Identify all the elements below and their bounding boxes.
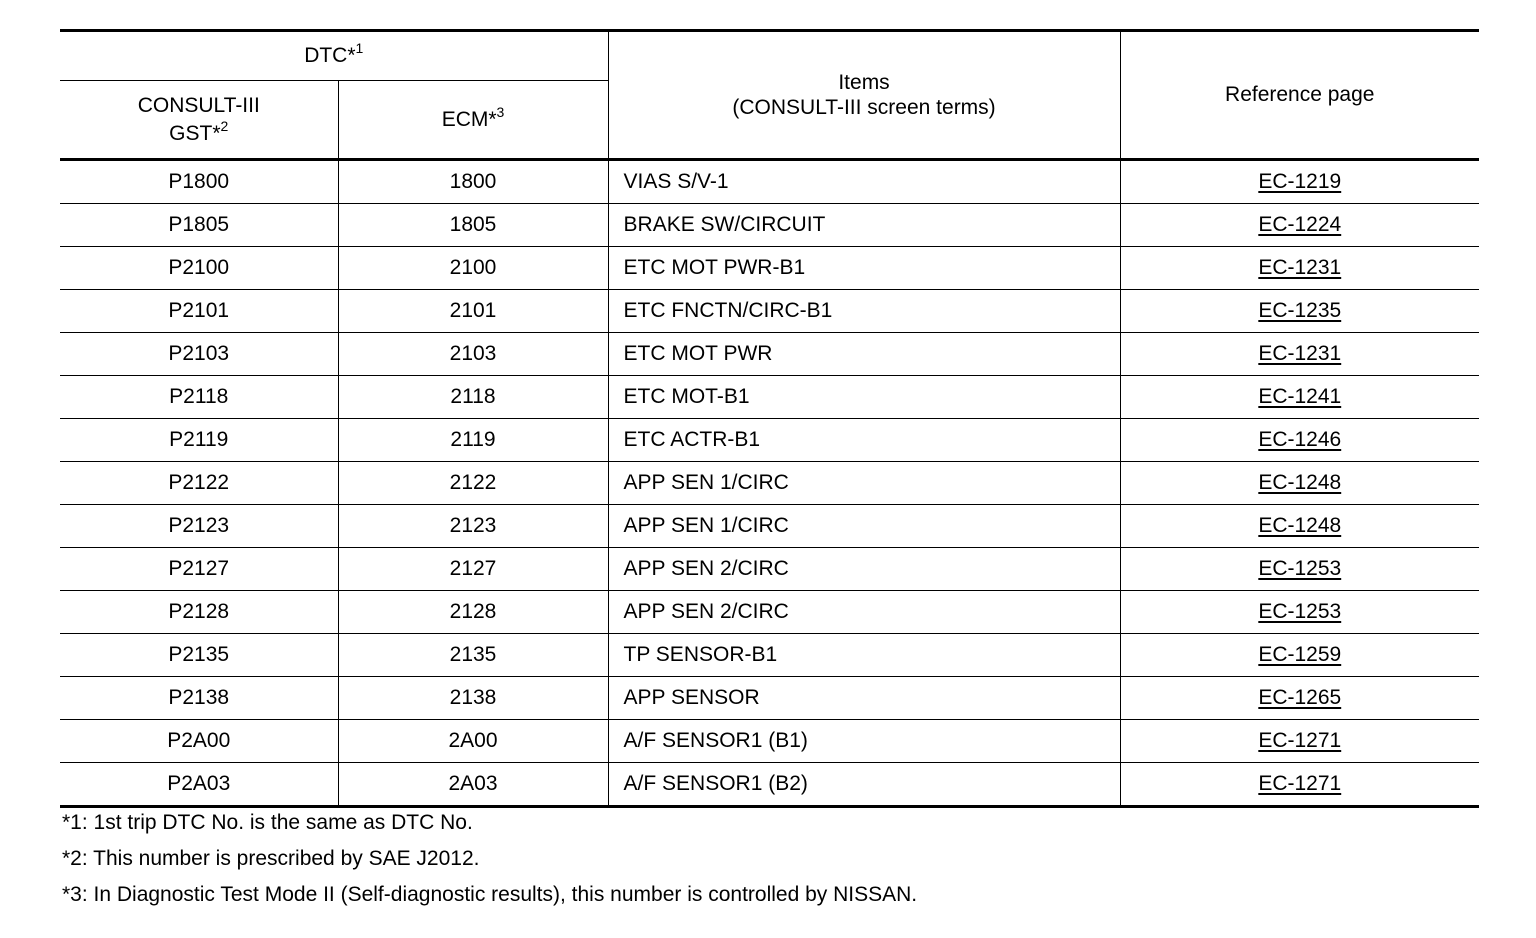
consult-gst-column-header xyxy=(60,81,338,160)
item-cell: APP SEN 2/CIRC xyxy=(608,591,1120,634)
ecm-footnote-marker: 3 xyxy=(496,103,505,120)
dtc-table xyxy=(60,29,1479,808)
reference-cell xyxy=(1120,160,1479,204)
consult-code-cell: P2122 xyxy=(60,462,338,505)
footnote-3: *3: In Diagnostic Test Mode II (Self-diagnostic results), this number is controlled by NISSAN. xyxy=(62,883,918,906)
reference-link[interactable]: EC-1248 xyxy=(1258,514,1342,538)
reference-cell xyxy=(1120,591,1479,634)
item-cell: APP SEN 2/CIRC xyxy=(608,548,1120,591)
ecm-code-cell: 2122 xyxy=(338,462,608,505)
consult-code-cell: P2128 xyxy=(60,591,338,634)
reference-link[interactable]: EC-1259 xyxy=(1258,643,1342,667)
consult-code-cell: P2135 xyxy=(60,634,338,677)
ecm-code-cell: 2135 xyxy=(338,634,608,677)
consult-code-cell: P2123 xyxy=(60,505,338,548)
reference-cell xyxy=(1120,333,1479,376)
reference-cell xyxy=(1120,376,1479,419)
reference-link[interactable]: EC-1241 xyxy=(1258,385,1342,409)
item-cell: ETC ACTR-B1 xyxy=(608,419,1120,462)
reference-link[interactable]: EC-1224 xyxy=(1258,213,1342,237)
items-header-subtitle: (CONSULT-III screen terms) xyxy=(732,95,996,119)
header-row-top xyxy=(60,31,1479,81)
item-cell: VIAS S/V-1 xyxy=(608,160,1120,204)
reference-header-label: Reference page xyxy=(1225,83,1375,107)
ecm-code-cell: 2101 xyxy=(338,290,608,333)
ecm-code-cell: 2A03 xyxy=(338,763,608,807)
consult-code-cell: P2A00 xyxy=(60,720,338,763)
reference-column-header xyxy=(1120,31,1479,160)
reference-link[interactable]: EC-1265 xyxy=(1258,686,1342,710)
table-row xyxy=(60,763,1479,807)
footnote-1: *1: 1st trip DTC No. is the same as DTC No. xyxy=(62,811,473,834)
reference-cell xyxy=(1120,247,1479,290)
reference-link[interactable]: EC-1231 xyxy=(1258,256,1342,280)
item-cell: ETC MOT PWR-B1 xyxy=(608,247,1120,290)
gst-header-label: GST* xyxy=(169,121,221,145)
table-row xyxy=(60,591,1479,634)
reference-cell xyxy=(1120,505,1479,548)
item-cell: ETC MOT-B1 xyxy=(608,376,1120,419)
reference-link[interactable]: EC-1271 xyxy=(1258,729,1342,753)
dtc-column-group-header xyxy=(60,31,608,81)
footnote-2: *2: This number is prescribed by SAE J2012. xyxy=(62,847,480,870)
ecm-column-header xyxy=(338,81,608,160)
dtc-footnote-marker: 1 xyxy=(355,40,364,57)
gst-footnote-marker: 2 xyxy=(220,117,229,134)
reference-link[interactable]: EC-1246 xyxy=(1258,428,1342,452)
table-row xyxy=(60,634,1479,677)
table-row xyxy=(60,505,1479,548)
consult-code-cell: P1805 xyxy=(60,204,338,247)
items-column-header xyxy=(608,31,1120,160)
reference-link[interactable]: EC-1253 xyxy=(1258,600,1342,624)
ecm-code-cell: 2119 xyxy=(338,419,608,462)
ecm-code-cell: 2103 xyxy=(338,333,608,376)
item-cell: A/F SENSOR1 (B2) xyxy=(608,763,1120,807)
table-row xyxy=(60,720,1479,763)
ecm-code-cell: 2100 xyxy=(338,247,608,290)
reference-cell xyxy=(1120,677,1479,720)
reference-cell xyxy=(1120,290,1479,333)
reference-cell xyxy=(1120,548,1479,591)
table-row xyxy=(60,677,1479,720)
table-row xyxy=(60,204,1479,247)
item-cell: ETC MOT PWR xyxy=(608,333,1120,376)
table-row xyxy=(60,419,1479,462)
consult-code-cell: P2A03 xyxy=(60,763,338,807)
consult-code-cell: P1800 xyxy=(60,160,338,204)
dtc-table-body xyxy=(60,160,1479,807)
consult-code-cell: P2103 xyxy=(60,333,338,376)
reference-link[interactable]: EC-1219 xyxy=(1258,170,1342,194)
reference-cell xyxy=(1120,763,1479,807)
footnotes xyxy=(62,808,917,916)
reference-cell xyxy=(1120,634,1479,677)
item-cell: APP SEN 1/CIRC xyxy=(608,505,1120,548)
table-row xyxy=(60,290,1479,333)
ecm-code-cell: 2138 xyxy=(338,677,608,720)
ecm-code-cell: 2128 xyxy=(338,591,608,634)
ecm-code-cell: 1800 xyxy=(338,160,608,204)
reference-link[interactable]: EC-1271 xyxy=(1258,772,1342,796)
reference-cell xyxy=(1120,720,1479,763)
ecm-code-cell: 2123 xyxy=(338,505,608,548)
table-row xyxy=(60,548,1479,591)
item-cell: ETC FNCTN/CIRC-B1 xyxy=(608,290,1120,333)
ecm-code-cell: 2127 xyxy=(338,548,608,591)
item-cell: A/F SENSOR1 (B1) xyxy=(608,720,1120,763)
consult-header-label: CONSULT-III xyxy=(137,94,260,118)
consult-code-cell: P2127 xyxy=(60,548,338,591)
item-cell: APP SENSOR xyxy=(608,677,1120,720)
table-row xyxy=(60,376,1479,419)
table-row xyxy=(60,462,1479,505)
dtc-header-label: DTC* xyxy=(304,44,356,68)
item-cell: TP SENSOR-B1 xyxy=(608,634,1120,677)
table-row xyxy=(60,333,1479,376)
consult-code-cell: P2118 xyxy=(60,376,338,419)
consult-code-cell: P2101 xyxy=(60,290,338,333)
ecm-header-label: ECM* xyxy=(441,107,497,131)
table-row xyxy=(60,160,1479,204)
reference-link[interactable]: EC-1231 xyxy=(1258,342,1342,366)
consult-code-cell: P2138 xyxy=(60,677,338,720)
reference-cell xyxy=(1120,462,1479,505)
ecm-code-cell: 1805 xyxy=(338,204,608,247)
reference-cell xyxy=(1120,419,1479,462)
reference-cell xyxy=(1120,204,1479,247)
consult-code-cell: P2119 xyxy=(60,419,338,462)
ecm-code-cell: 2A00 xyxy=(338,720,608,763)
reference-link[interactable]: EC-1248 xyxy=(1258,471,1342,495)
item-cell: BRAKE SW/CIRCUIT xyxy=(608,204,1120,247)
item-cell: APP SEN 1/CIRC xyxy=(608,462,1120,505)
consult-code-cell: P2100 xyxy=(60,247,338,290)
ecm-code-cell: 2118 xyxy=(338,376,608,419)
items-header-label: Items xyxy=(838,71,890,95)
reference-link[interactable]: EC-1253 xyxy=(1258,557,1342,581)
reference-link[interactable]: EC-1235 xyxy=(1258,299,1342,323)
table-row xyxy=(60,247,1479,290)
